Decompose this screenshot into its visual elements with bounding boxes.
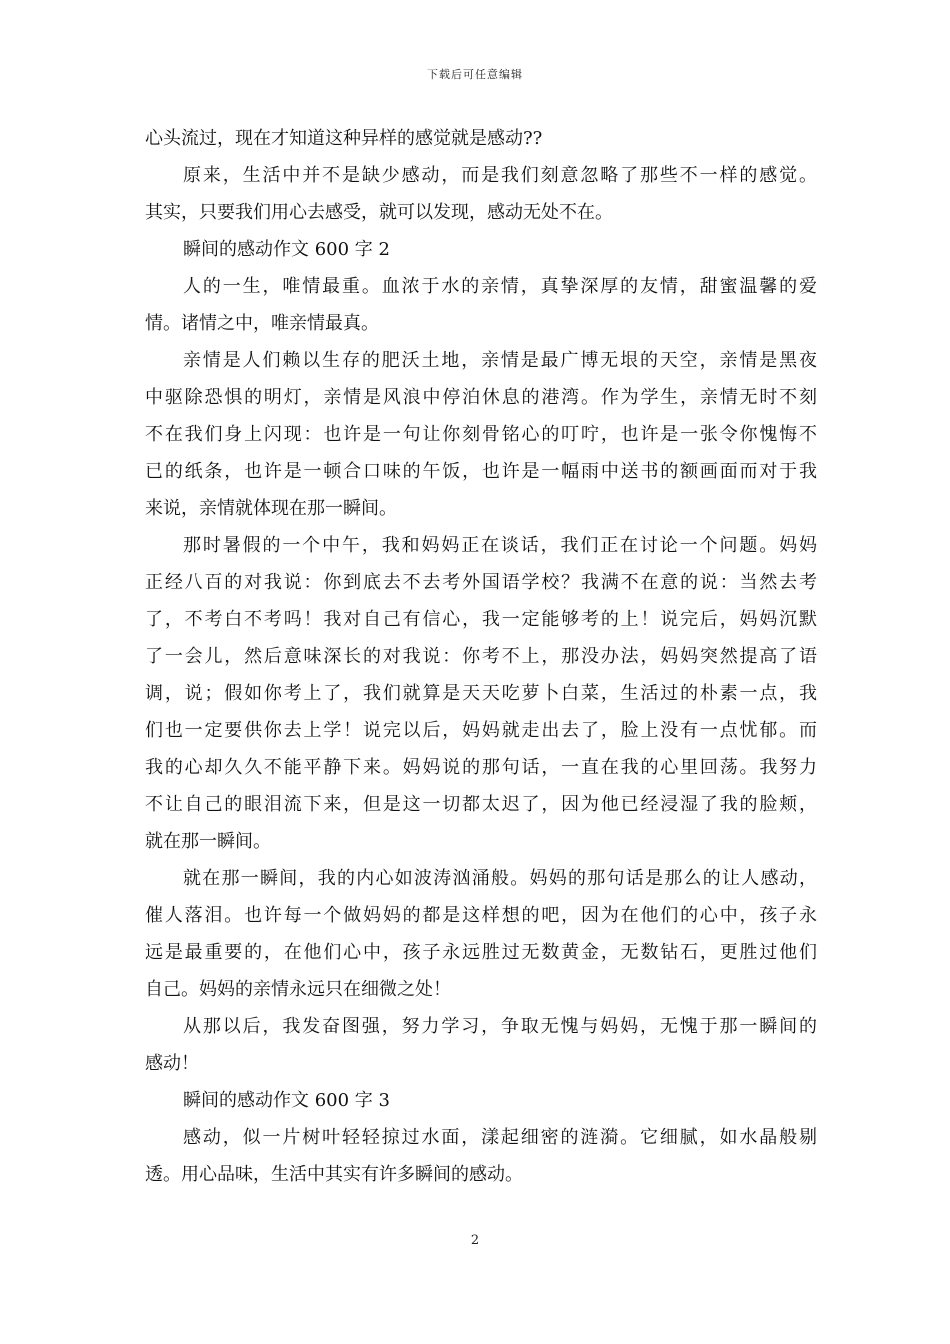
paragraph-line: 感动！ [145,1053,199,1074]
paragraph-line: 了，不考白不考吗！我对自己有信心，我一定能够考的上！说完后，妈妈沉默 [145,609,817,630]
paragraph-line: 已的纸条，也许是一顿合口味的午饭，也许是一幅雨中送书的额画面而对于我 [145,461,817,482]
section-heading: 瞬间的感动作文 600 字 2 [183,239,390,260]
page-header: 下载后可任意编辑 [427,68,523,81]
paragraph-line: 不让自己的眼泪流下来，但是这一切都太迟了，因为他已经浸湿了我的脸颊， [145,794,817,815]
paragraph-line: 感动，似一片树叶轻轻掠过水面，漾起细密的涟漪。它细腻，如水晶般剔 [183,1127,817,1148]
paragraph-line: 不在我们身上闪现：也许是一句让你刻骨铭心的叮咛，也许是一张令你愧悔不 [145,424,817,445]
paragraph-line: 们也一定要供你去上学！说完以后，妈妈就走出去了，脸上没有一点忧郁。而 [145,720,817,741]
paragraph-line: 心头流过，现在才知道这种异样的感觉就是感动?? [145,128,543,149]
paragraph-line: 中驱除恐惧的明灯，亲情是风浪中停泊休息的港湾。作为学生，亲情无时不刻 [145,387,817,408]
paragraph-line: 就在那一瞬间。 [145,831,271,852]
paragraph-line: 调，说；假如你考上了，我们就算是天天吃萝卜白菜，生活过的朴素一点，我 [145,683,817,704]
paragraph-line: 从那以后，我发奋图强，努力学习，争取无愧与妈妈，无愧于那一瞬间的 [183,1016,817,1037]
paragraph-line: 情。诸情之中，唯亲情最真。 [145,313,379,334]
paragraph-line: 透。用心品味，生活中其实有许多瞬间的感动。 [145,1164,523,1185]
paragraph-line: 就在那一瞬间，我的内心如波涛汹涌般。妈妈的那句话是那么的让人感动， [183,868,817,889]
paragraph-line: 人的一生，唯情最重。血浓于水的亲情，真挚深厚的友情，甜蜜温馨的爱 [183,276,817,297]
page-number: 2 [470,1233,480,1248]
paragraph-line: 正经八百的对我说：你到底去不去考外国语学校？我满不在意的说：当然去考 [145,572,817,593]
paragraph-line: 我的心却久久不能平静下来。妈妈说的那句话，一直在我的心里回荡。我努力 [145,757,817,778]
paragraph-line: 来说，亲情就体现在那一瞬间。 [145,498,397,519]
paragraph-line: 那时暑假的一个中午，我和妈妈正在谈话，我们正在讨论一个问题。妈妈 [183,535,817,556]
paragraph-line: 远是最重要的，在他们心中，孩子永远胜过无数黄金，无数钻石，更胜过他们 [145,942,817,963]
section-heading: 瞬间的感动作文 600 字 3 [183,1090,390,1111]
paragraph-line: 了一会儿，然后意味深长的对我说：你考不上，那没办法，妈妈突然提高了语 [145,646,817,667]
document-body [145,120,817,1193]
paragraph-line: 其实，只要我们用心去感受，就可以发现，感动无处不在。 [145,202,613,223]
paragraph-line: 催人落泪。也许每一个做妈妈的都是这样想的吧，因为在他们的心中，孩子永 [145,905,817,926]
paragraph-line: 亲情是人们赖以生存的肥沃土地，亲情是最广博无垠的天空，亲情是黑夜 [183,350,817,371]
paragraph-line: 原来，生活中并不是缺少感动，而是我们刻意忽略了那些不一样的感觉。 [183,165,817,186]
paragraph-line: 自己。妈妈的亲情永远只在细微之处！ [145,979,451,1000]
